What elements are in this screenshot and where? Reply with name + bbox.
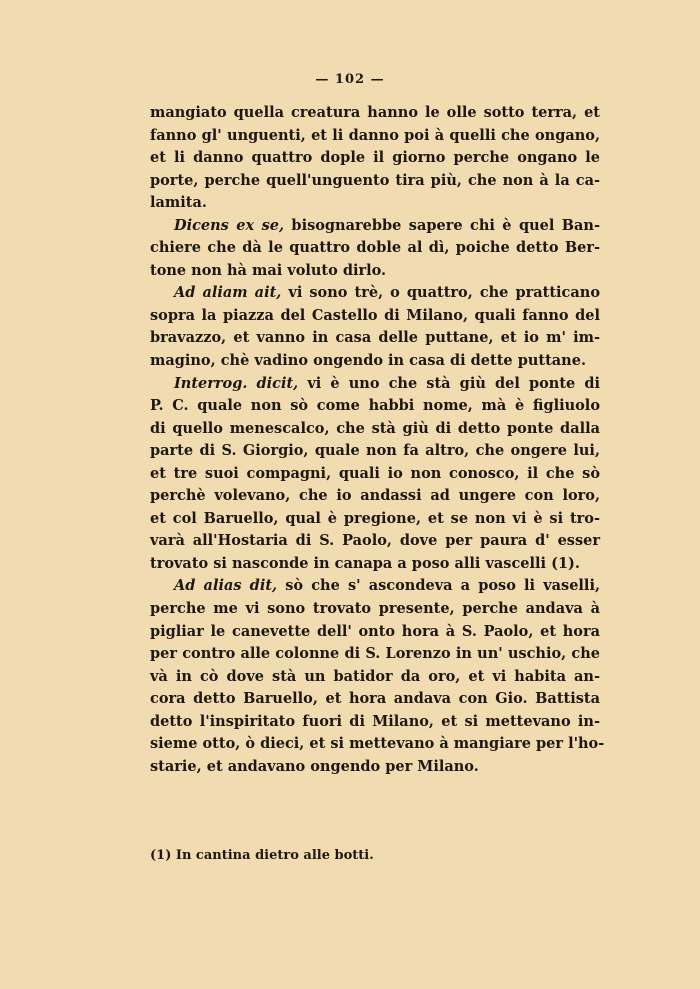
text-line [150,711,600,734]
line-text: et tre suoi compagni, quali io non conosco, il che sò [150,464,600,482]
text-line [150,530,600,553]
text-line [150,508,600,531]
text-line [150,575,600,598]
text-line [150,621,600,644]
paragraph-lead: Interrog. dicit, [174,374,299,392]
line-text: bisognarebbe sapere chi è quel Ban- [284,216,600,234]
line-text: et li danno quattro dople il giorno perche ongano le [150,149,600,167]
line-text: di quello menescalco, che stà giù di detto ponte dalla [150,419,600,437]
text-line [150,215,600,238]
line-text: sopra la piazza del Castello di Milano, quali fanno del [150,306,600,324]
paragraph-lead: Dicens ex se, [174,216,284,234]
text-line [150,260,600,283]
text-line [150,350,600,373]
text-line [150,463,600,486]
text-line [150,282,600,305]
line-text: bravazzo, et vanno in casa delle puttane, et io m' im- [150,329,600,347]
text-line [150,395,600,418]
line-text: tone non hà mai voluto dirlo. [150,261,387,279]
line-text: perche me vi sono trovato presente, perche andava à [150,600,600,618]
line-text: cora detto Baruello, et hora andava con Gio. Battista [150,690,600,708]
line-text: chiere che dà le quattro doble al dì, poiche detto Ber- [150,239,600,257]
line-text: parte di S. Giorgio, quale non fa altro, che ongere lui, [150,442,600,460]
line-text: mangiato quella creatura hanno le olle sotto terra, et [150,104,600,121]
text-line [150,125,600,148]
line-text: detto l'inspiritato fuori di Milano, et si mettevano in- [150,712,600,730]
line-text: vi è uno che stà giù del ponte di [298,374,600,392]
text-line [150,305,600,328]
line-text: lamita. [150,194,207,212]
text-line [150,643,600,666]
line-text: per contro alle colonne di S. Lorenzo in un' uschio, che [150,645,600,663]
text-line [150,418,600,441]
line-text: vi sono trè, o quattro, che pratticano [281,284,600,302]
body-text [150,102,605,778]
text-line [150,485,600,508]
page-number-header: — 102 — [315,72,385,87]
line-text: et col Baruello, qual è pregione, et se non vi è si tro- [150,509,600,527]
line-text: và in cò dove stà un batidor da oro, et vi habita an- [150,667,600,685]
line-text: sò che s' ascondeva a poso li vaselli, [277,577,600,595]
text-line [150,170,600,193]
text-line [150,553,600,576]
line-text: fanno gl' unguenti, et li danno poi à quelli che ongano, [150,126,600,144]
line-text: perchè volevano, che io andassi ad ungere con loro, [150,487,600,505]
footnote: (1) In cantina dietro alle botti. [150,848,374,863]
line-text: sieme otto, ò dieci, et si mettevano à mangiare per l'ho- [150,735,605,753]
text-line [150,598,600,621]
text-line [150,688,600,711]
paragraph-lead: Ad alias dit, [174,577,278,595]
line-text: P. C. quale non sò come habbi nome, mà è figliuolo [150,397,600,415]
text-line [150,192,600,215]
line-text: varà all'Hostaria di S. Paolo, dove per paura d' esser [150,532,600,550]
text-line [150,440,600,463]
text-line [150,327,600,350]
line-text: magino, chè vadino ongendo in casa di dette puttane. [150,352,586,370]
line-text: starie, et andavano ongendo per Milano. [150,757,479,775]
line-text: pigliar le canevette dell' onto hora à S. Paolo, et hora [150,622,600,640]
line-text: trovato si nasconde in canapa a poso alli vascelli (1). [150,554,580,572]
text-line [150,666,600,689]
text-line [150,756,600,779]
text-line [150,237,600,260]
line-text: porte, perche quell'unguento tira più, che non à la ca- [150,171,600,189]
text-line [150,102,600,125]
paragraph-lead: Ad aliam ait, [174,284,282,302]
text-line [150,147,600,170]
text-line [150,373,600,396]
text-line [150,733,605,756]
